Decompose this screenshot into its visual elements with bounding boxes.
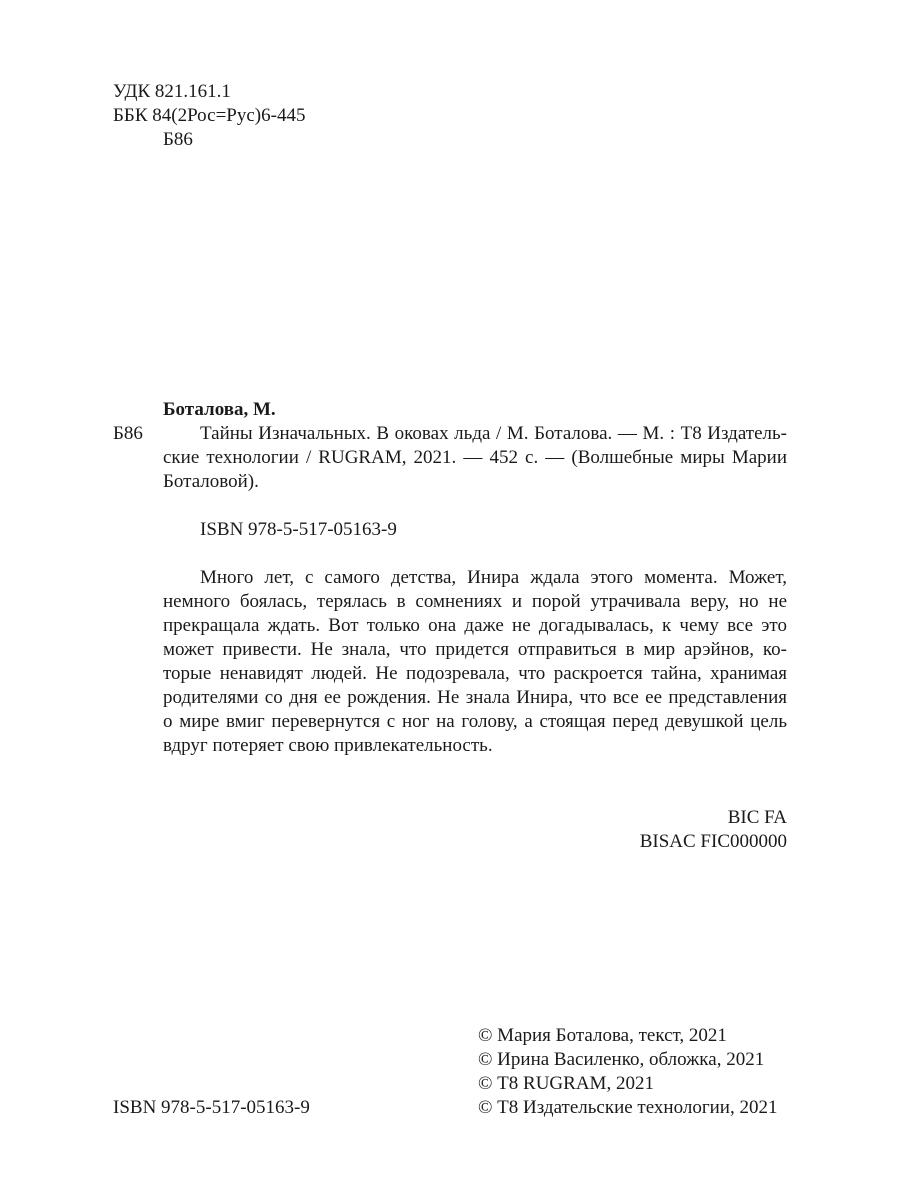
copyright-block xyxy=(478,1024,777,1120)
description-line: Боталовой). xyxy=(163,471,259,492)
annotation-line: торые ненавидят людей. Не подозревала, что раскроется тайна, хранимая xyxy=(163,663,787,684)
annotation-line: прекращала ждать. Вот только она даже не догадывалась, к чему все это xyxy=(163,615,787,636)
classification-codes xyxy=(113,80,305,152)
bic-code: BIC FA xyxy=(727,807,787,828)
description-line: ские технологии / RUGRAM, 2021. — 452 с. — (Волшебные миры Марии xyxy=(163,447,787,468)
copyright-line: © Т8 RUGRAM, 2021 xyxy=(478,1073,654,1094)
annotation xyxy=(163,566,787,758)
copyright-line: © Ирина Василенко, обложка, 2021 xyxy=(478,1049,765,1070)
annotation-line: вдруг потеряет свою привлекательность. xyxy=(163,735,493,756)
udk-code: УДК 821.161.1 xyxy=(113,81,231,102)
annotation-line: родителями со дня ее рождения. Не знала Инира, что все ее представления xyxy=(163,687,787,708)
bbk-code: ББК 84(2Рос=Рус)6-445 xyxy=(113,105,306,126)
annotation-line: Много лет, с самого детства, Инира ждала этого момента. Может, xyxy=(200,567,787,588)
annotation-line: немного боялась, терялась в сомнениях и порой утрачивала веру, но не xyxy=(163,591,787,612)
annotation-line: может привести. Не знала, что придется отправиться в мир арэйнов, ко- xyxy=(163,639,787,660)
entry-isbn: ISBN 978-5-517-05163-9 xyxy=(200,519,397,540)
subject-classification xyxy=(640,806,787,854)
footer-isbn: ISBN 978-5-517-05163-9 xyxy=(113,1097,310,1118)
entry-author: Боталова, М. xyxy=(163,399,276,420)
annotation-line: о мире вмиг перевернутся с ног на голову, а стоящая перед девушкой цель xyxy=(163,711,787,732)
copyright-line: © Мария Боталова, текст, 2021 xyxy=(478,1025,727,1046)
entry-author-mark: Б86 xyxy=(113,423,143,444)
author-mark: Б86 xyxy=(163,129,193,150)
bibliographic-description xyxy=(163,422,787,494)
description-line: Тайны Изначальных. В оковах льда / М. Боталова. — М. : Т8 Издатель- xyxy=(200,423,787,444)
bisac-code: BISAC FIC000000 xyxy=(639,831,787,852)
copyright-line: © Т8 Издательские технологии, 2021 xyxy=(478,1097,778,1118)
